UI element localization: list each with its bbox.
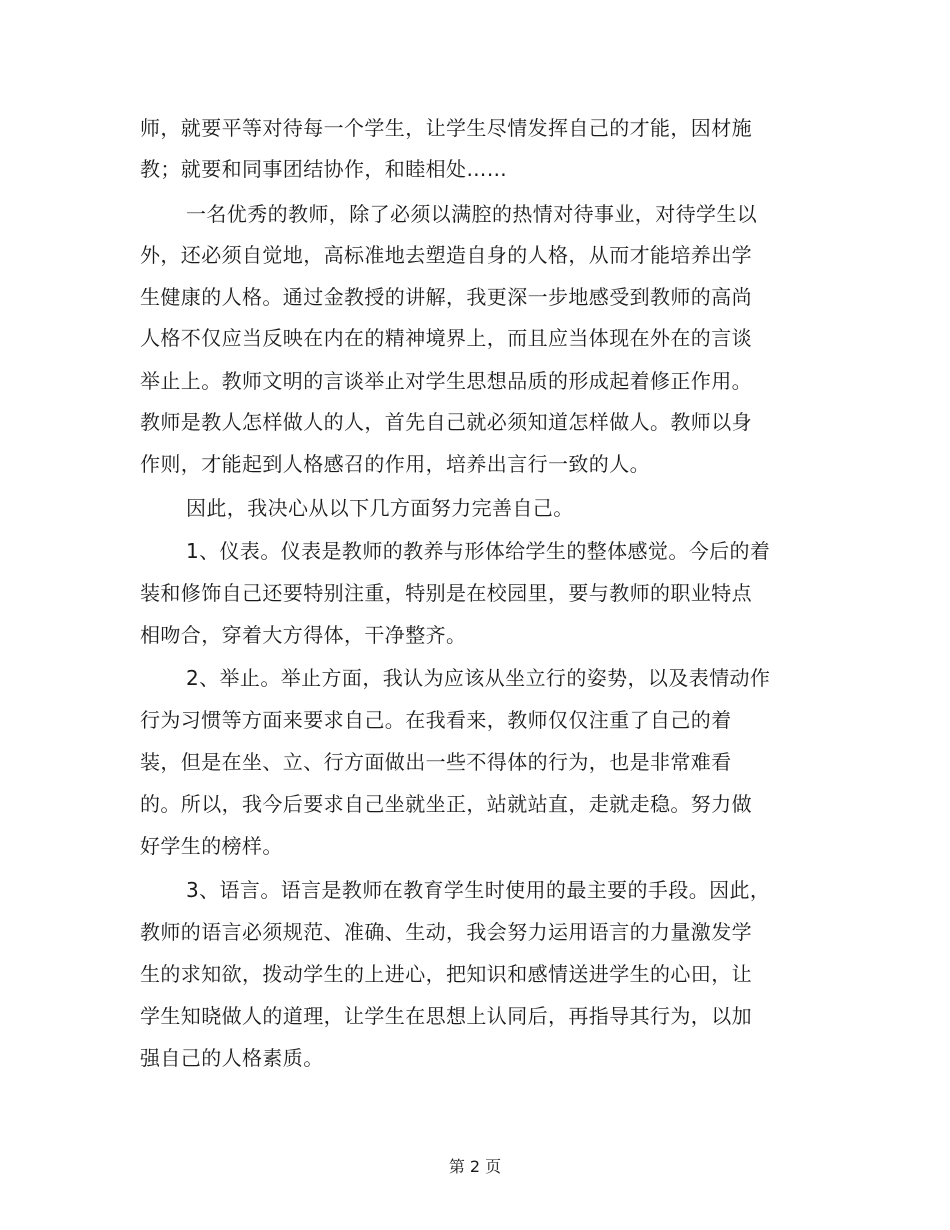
paragraph-line: 装，但是在坐、立、行方面做出一些不得体的行为，也是非常难看 — [140, 750, 732, 774]
paragraph-line: 相吻合，穿着大方得体，干净整齐。 — [140, 623, 467, 647]
paragraph-line: 外，还必须自觉地，高标准地去塑造自身的人格，从而才能培养出学 — [140, 243, 752, 267]
paragraph-line: 人格不仅应当反映在内在的精神境界上，而且应当体现在外在的言谈 — [140, 326, 752, 350]
paragraph-line: 因此，我决心从以下几方面努力完善自己。 — [186, 496, 574, 520]
paragraph-line: 教；就要和同事团结协作，和睦相处…… — [140, 157, 508, 181]
paragraph-line: 好学生的榜样。 — [140, 834, 283, 858]
paragraph-line: 强自己的人格素质。 — [140, 1046, 324, 1070]
paragraph-line: 的。所以，我今后要求自己坐就坐正，站就站直，走就走稳。努力做 — [140, 792, 752, 816]
paragraph-line: 行为习惯等方面来要求自己。在我看来，教师仅仅注重了自己的着 — [140, 708, 732, 732]
paragraph-line: 教师的语言必须规范、准确、生动，我会努力运用语言的力量激发学 — [140, 920, 752, 944]
page-number: 第 2 页 — [448, 1157, 502, 1176]
paragraph-line: 学生知晓做人的道理，让学生在思想上认同后，再指导其行为，以加 — [140, 1004, 752, 1028]
paragraph-line: 生的求知欲，拨动学生的上进心，把知识和感情送进学生的心田，让 — [140, 962, 752, 986]
paragraph-line: 生健康的人格。通过金教授的讲解，我更深一步地感受到教师的高尚 — [140, 285, 752, 309]
paragraph-line: 装和修饰自己还要特别注重，特别是在校园里，要与教师的职业特点 — [140, 581, 752, 605]
paragraph-line: 教师是教人怎样做人的人，首先自己就必须知道怎样做人。教师以身 — [140, 410, 752, 434]
paragraph-line: 作则，才能起到人格感召的作用，培养出言行一致的人。 — [140, 452, 650, 476]
paragraph-line: 一名优秀的教师，除了必须以满腔的热情对待事业，对待学生以 — [186, 202, 758, 226]
paragraph-line: 3、语言。语言是教师在教育学生时使用的最主要的手段。因此， — [186, 878, 771, 902]
paragraph-line: 2、举止。举止方面，我认为应该从坐立行的姿势，以及表情动作 — [186, 666, 771, 690]
paragraph-line: 1、仪表。仪表是教师的教养与形体给学生的整体感觉。今后的着 — [186, 539, 771, 563]
paragraph-line: 师，就要平等对待每一个学生，让学生尽情发挥自己的才能，因材施 — [140, 116, 752, 140]
paragraph-line: 举止上。教师文明的言谈举止对学生思想品质的形成起着修正作用。 — [140, 369, 752, 393]
